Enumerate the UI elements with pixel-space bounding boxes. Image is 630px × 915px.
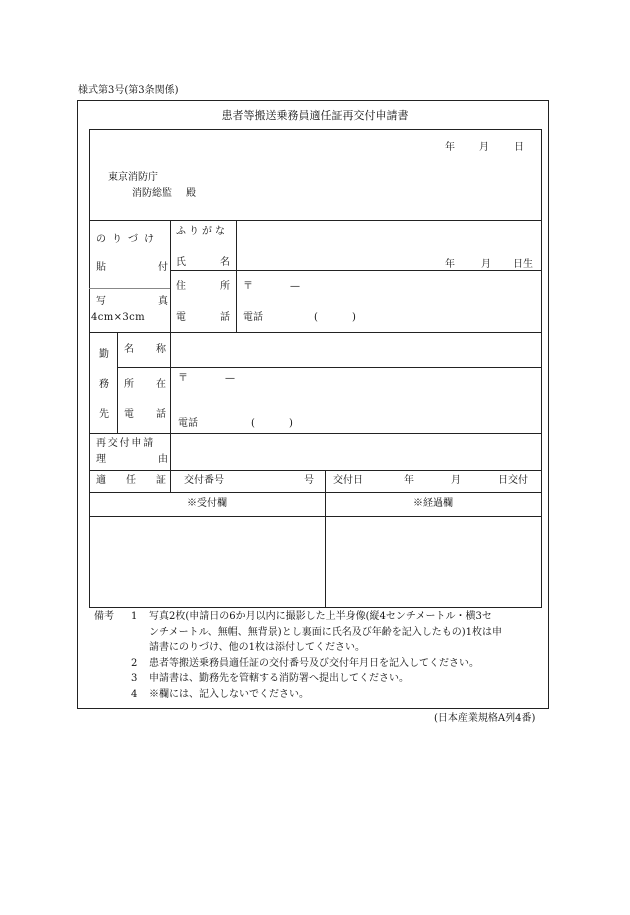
- row-line: [89, 332, 542, 333]
- phone-label-2: 話: [220, 312, 230, 323]
- row-line: [89, 470, 542, 471]
- workplace-phone-field: 電話: [178, 418, 198, 429]
- note-number: 1: [131, 611, 138, 622]
- cert-year: 年: [404, 475, 414, 486]
- address-label-2: 所: [220, 281, 230, 292]
- postal-dash: —: [290, 281, 300, 292]
- date-year: 年: [445, 142, 455, 153]
- photo-size: 4cm×3cm: [91, 312, 146, 323]
- addressee-org: 東京消防庁: [108, 172, 158, 183]
- col-line: [117, 332, 118, 433]
- receipt-column-header: ※受付欄: [187, 498, 227, 509]
- addressee-person: 消防総監: [132, 188, 172, 199]
- col-line: [170, 470, 171, 492]
- cert-label-1: 適: [96, 475, 106, 486]
- outer-border-right: [548, 100, 549, 708]
- photo-glue-label: のりづけ: [96, 234, 160, 245]
- name-label-1: 氏: [176, 257, 186, 268]
- progress-column-header: ※経過欄: [413, 498, 453, 509]
- note-number: 3: [131, 673, 138, 684]
- note-line: ンチメートル、無帽、無背景)とし裏面に氏名及び年齢を記入したもの)1枚は申: [149, 627, 502, 638]
- form-title: 患者等搬送乗務員適任証再交付申請書: [221, 109, 409, 122]
- outer-border-top: [77, 100, 549, 101]
- note-line: 申請書は、勤務先を管轄する消防署へ提出してください。: [149, 673, 409, 684]
- note-line: 写真2枚(申請日の6か月以内に撮影した上半身像(縦4センチメートル・横3セ: [149, 611, 492, 622]
- row-line: [89, 492, 542, 493]
- workplace-location-label-2: 在: [156, 379, 166, 390]
- date-month: 月: [479, 142, 489, 153]
- row-line: [117, 367, 542, 368]
- workplace-side-1: 勤: [99, 349, 109, 360]
- col-line: [170, 332, 171, 433]
- photo-affix-1: 貼: [96, 262, 106, 273]
- table-border-bottom: [89, 607, 542, 608]
- photo-divider: [89, 288, 170, 289]
- table-border-top: [89, 129, 542, 130]
- workplace-name-label-1: 名: [124, 344, 134, 355]
- photo-label-2: 真: [158, 296, 168, 307]
- date-day: 日: [514, 142, 524, 153]
- address-label-1: 住: [176, 281, 186, 292]
- birth-month: 月: [481, 259, 491, 270]
- workplace-paren-open: (: [251, 418, 255, 429]
- col-line: [325, 470, 326, 607]
- table-border-left: [89, 129, 90, 607]
- reason-label-a: 理: [96, 454, 106, 465]
- cert-date-label: 交付日: [333, 475, 363, 486]
- workplace-postal-mark: 〒: [178, 373, 188, 384]
- cert-day-issued: 日交付: [498, 475, 528, 486]
- outer-border-bottom: [77, 708, 549, 709]
- workplace-paren-close: ): [289, 418, 293, 429]
- note-line: 請書にのりづけ、他の1枚は添付してください。: [149, 642, 365, 653]
- row-line: [89, 220, 542, 221]
- row-line: [89, 516, 542, 517]
- workplace-postal-dash: —: [225, 373, 235, 384]
- col-line: [170, 220, 171, 332]
- col-line: [170, 433, 171, 470]
- table-border-right: [541, 129, 542, 607]
- reason-label-b: 由: [158, 454, 168, 465]
- birth-day: 日生: [513, 259, 533, 270]
- reason-label-line1: 再交付申請: [96, 438, 155, 449]
- note-line: ※欄には、記入しないでください。: [149, 689, 309, 700]
- photo-label-1: 写: [96, 296, 106, 307]
- name-label-2: 名: [220, 257, 230, 268]
- photo-affix-2: 付: [158, 262, 168, 273]
- phone-paren-close: ): [352, 312, 356, 323]
- phone-field-label: 電話: [243, 312, 263, 323]
- form-number: 様式第3号(第3条関係): [78, 85, 179, 96]
- note-line: 患者等搬送乗務員適任証の交付番号及び交付年月日を記入してください。: [149, 658, 479, 669]
- workplace-location-label-1: 所: [124, 379, 134, 390]
- phone-paren-open: (: [314, 312, 318, 323]
- note-number: 4: [131, 689, 138, 700]
- cert-label-2: 任: [126, 475, 136, 486]
- cert-number-suffix: 号: [304, 475, 314, 486]
- addressee-honorific: 殿: [186, 188, 196, 199]
- postal-mark: 〒: [243, 281, 253, 292]
- row-line: [89, 433, 542, 434]
- col-line: [236, 220, 237, 332]
- paper-size-footer: (日本産業規格A列4番): [434, 713, 536, 724]
- outer-border-left: [77, 100, 78, 708]
- workplace-phone-label-1: 電: [124, 409, 134, 420]
- cert-label-3: 証: [156, 475, 166, 486]
- workplace-side-2: 務: [99, 379, 109, 390]
- birth-year: 年: [445, 259, 455, 270]
- workplace-name-label-2: 称: [156, 344, 166, 355]
- workplace-side-3: 先: [99, 409, 109, 420]
- workplace-phone-label-2: 話: [156, 409, 166, 420]
- note-number: 2: [131, 658, 138, 669]
- phone-label-1: 電: [176, 312, 186, 323]
- notes-heading: 備考: [94, 611, 114, 622]
- cert-month: 月: [451, 475, 461, 486]
- furigana-label: ふりがな: [176, 226, 228, 237]
- row-line: [170, 270, 542, 271]
- cert-number-label: 交付番号: [184, 475, 224, 486]
